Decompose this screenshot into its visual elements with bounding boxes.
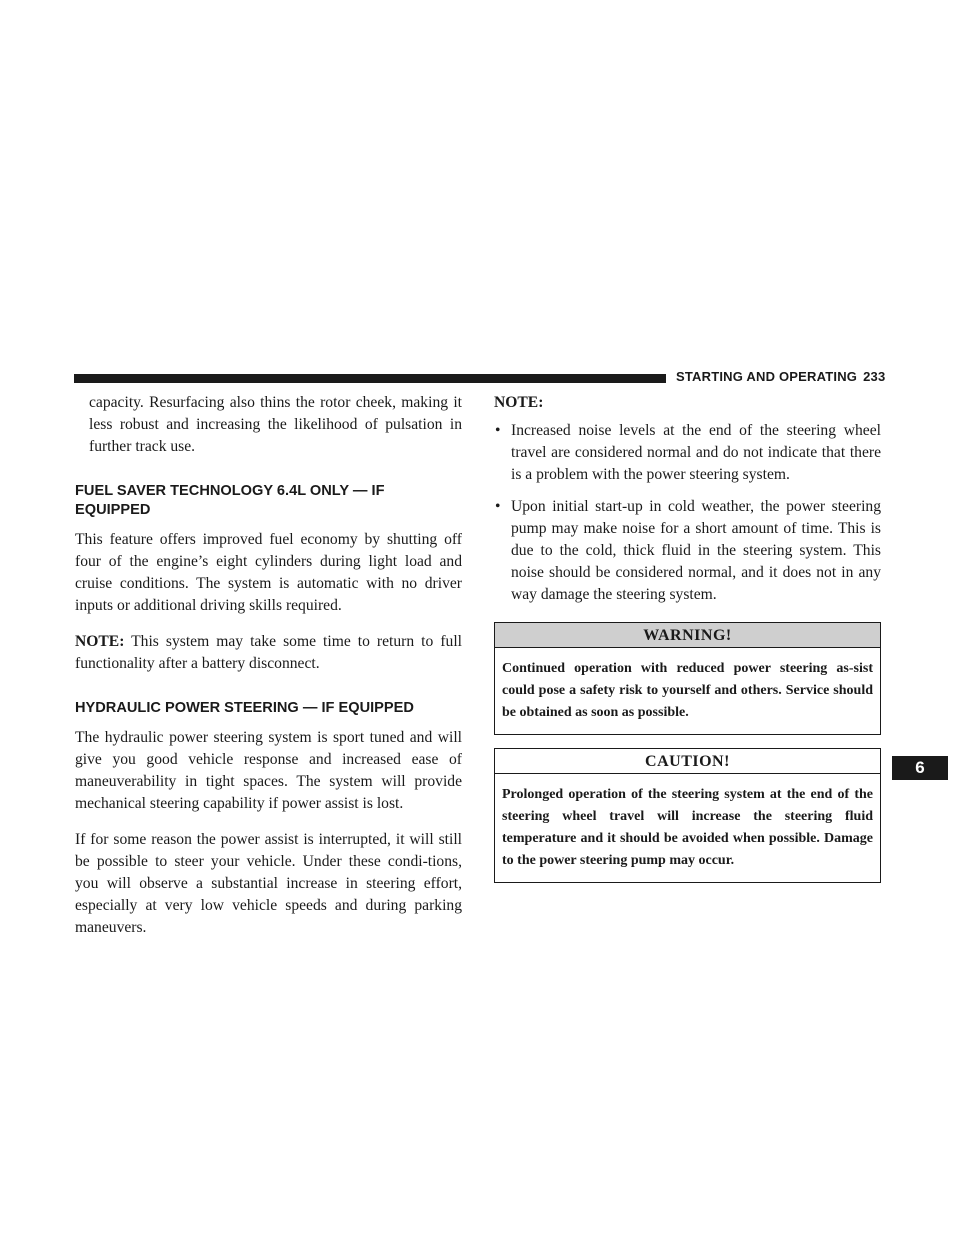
hydraulic-paragraph-1: The hydraulic power steering system is sport tuned and will give you good vehicle response and increased ease of maneuverability in tight spaces. The system will provide mechanical steering capability if power assist is lost. xyxy=(75,729,462,812)
caution-title: CAUTION! xyxy=(495,749,880,774)
warning-title: WARNING! xyxy=(495,623,880,648)
page-number: 233 xyxy=(863,369,886,384)
hydraulic-heading: HYDRAULIC POWER STEERING — IF EQUIPPED xyxy=(75,700,414,716)
section-title: STARTING AND OPERATING xyxy=(676,369,858,384)
right-column xyxy=(494,392,881,896)
header-rule xyxy=(74,374,666,383)
note-label: NOTE: xyxy=(75,633,125,650)
fuel-saver-paragraph: This feature offers improved fuel economy by shutting off four of the engine’s eight cylinders during light load and cruise conditions. The system is automatic with no driver inputs or additional driving skills required. xyxy=(75,531,462,614)
hydraulic-paragraph-2: If for some reason the power assist is interrupted, it will still be possible to steer your vehicle. Under these condi-tions, you will observe a substantial increase in steering effort, especially at very low vehicle speeds and during parking maneuvers. xyxy=(75,831,462,936)
list-item xyxy=(494,420,881,486)
chapter-tab: 6 xyxy=(892,756,948,780)
note-text: This system may take some time to return to full functionality after a battery disconnect. xyxy=(75,633,462,672)
bullet-text: Upon initial start-up in cold weather, the power steering pump may make noise for a short amount of time. This is due to the cold, thick fluid in the steering system. This noise should be considered normal, and it does not in any way damage the steering system. xyxy=(511,498,881,603)
bullet-text: Increased noise levels at the end of the steering wheel travel are considered normal and do not indicate that there is a problem with the power steering system. xyxy=(511,422,881,483)
warning-text: Continued operation with reduced power steering as-sist could pose a safety risk to yourself and others. Service should be obtained as soon as possible. xyxy=(502,661,873,720)
fuel-saver-note xyxy=(75,631,462,675)
bullet-icon: • xyxy=(495,422,501,439)
list-item xyxy=(494,496,881,606)
warning-box xyxy=(494,622,881,735)
caution-text: Prolonged operation of the steering system at the end of the steering wheel travel will increase the steering fluid temperature and it should be avoided when possible. Damage to the power steering pump may occur. xyxy=(502,787,873,868)
intro-paragraph: capacity. Resurfacing also thins the rotor cheek, making it less robust and increasing the likelihood of pulsation in further track use. xyxy=(89,394,462,455)
left-column xyxy=(75,392,462,953)
running-header xyxy=(676,369,885,384)
bullet-icon: • xyxy=(495,498,501,515)
note-bullet-list xyxy=(494,420,881,606)
caution-box xyxy=(494,748,881,883)
fuel-saver-heading: FUEL SAVER TECHNOLOGY 6.4L ONLY — IF EQUIPPED xyxy=(75,483,385,518)
note-heading: NOTE: xyxy=(494,394,544,411)
